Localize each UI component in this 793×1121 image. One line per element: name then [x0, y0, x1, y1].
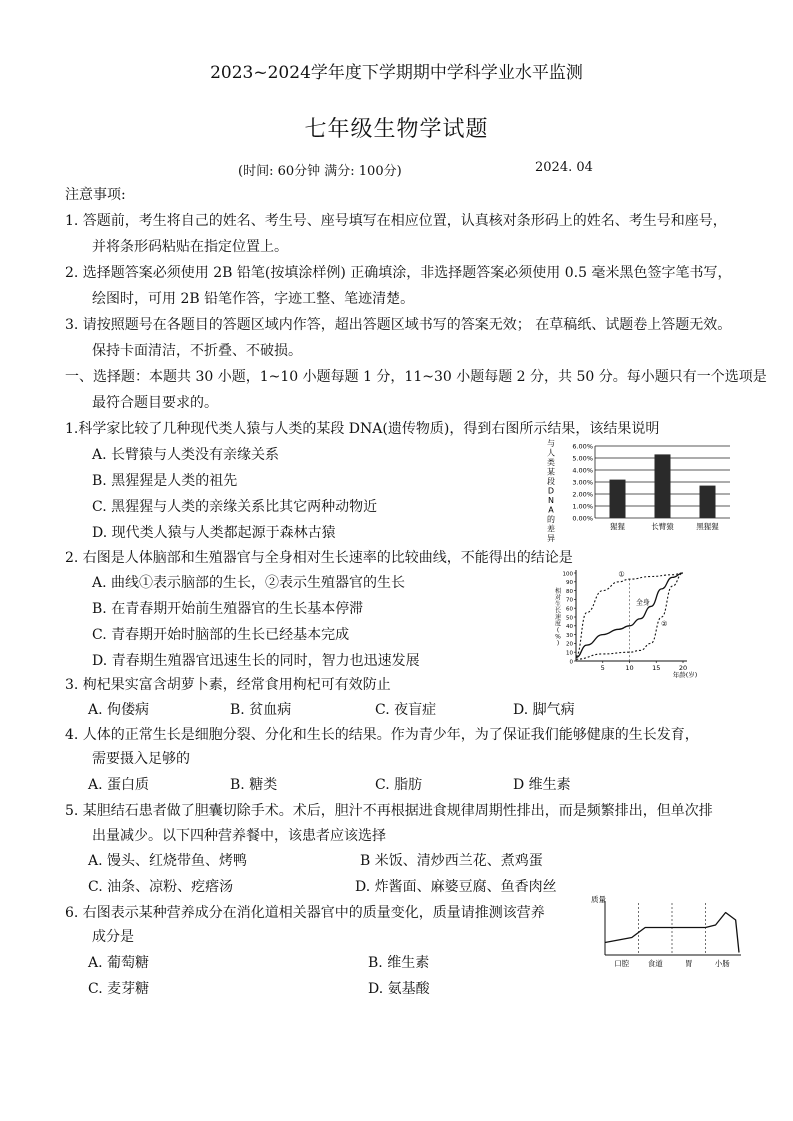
series-label: 全身 [635, 598, 650, 607]
y-tick-label: 20 [566, 641, 573, 648]
y-tick-label: 70 [566, 597, 573, 604]
x-tick-label: 小肠 [714, 959, 730, 968]
question-stem: 2. 右图是人体脑部和生殖器官与全身相对生长速率的比较曲线，不能得出的结论是 [65, 550, 573, 566]
note-item: 1. 答题前，考生将自己的姓名、考生号、座号填写在相应位置，认真核对条形码上的姓名、考生号和座号， [65, 213, 727, 229]
note-item: 3. 请按照题号在各题目的答题区域内作答，超出答题区域书写的答案无效； 在草稿纸、试题卷上答题无效。 [65, 317, 732, 333]
option-d: D 维生素 [513, 777, 571, 793]
y-tick-label: 100 [562, 571, 573, 578]
y-tick-label: 0 [569, 659, 573, 666]
exam-date: 2024. 04 [535, 160, 593, 175]
y-axis-label-char: 与 [547, 439, 555, 448]
question-stem: 1.科学家比较了几种现代类人猿与人类的某段 DNA(遗传物质)，得到右图所示结果，该结果说明 [65, 421, 660, 437]
y-axis-label-char: 类 [547, 458, 555, 467]
y-axis-label-char: 的 [547, 515, 555, 524]
option-d: D. 炸酱面、麻婆豆腐、鱼香肉丝 [355, 879, 557, 895]
note-item: 保持卡面清洁，不折叠、不破损。 [92, 343, 302, 359]
x-tick-label: 食道 [647, 959, 663, 968]
question-stem: 3. 枸杞果实富含胡萝卜素，经常食用枸杞可有效防止 [65, 677, 391, 693]
option-b: B. 糖类 [230, 777, 278, 793]
exam-subtitle: 2023~2024学年度下学期期中学科学业水平监测 [210, 63, 583, 83]
option-b: B. 贫血病 [230, 702, 292, 718]
note-item: 绘图时，可用 2B 铅笔作答，字迹工整、笔迹清楚。 [92, 291, 415, 307]
option-b: B 米饭、清炒西兰花、煮鸡蛋 [360, 853, 543, 869]
x-tick-label: 口腔 [614, 959, 630, 968]
option-a: A. 曲线①表示脑部的生长，②表示生殖器官的生长 [92, 575, 406, 591]
y-axis-label-char: 人 [547, 448, 555, 458]
y-axis-label-char: % [555, 633, 561, 641]
bar [655, 454, 671, 518]
y-tick-label: 1.00% [572, 502, 593, 511]
y-tick-label: 3.00% [572, 478, 593, 487]
bar [610, 480, 626, 518]
section-heading-cont: 最符合题目要求的。 [92, 395, 218, 411]
x-tick-label: 10 [625, 664, 634, 672]
y-tick-label: 2.00% [572, 490, 593, 499]
option-d: D. 氨基酸 [368, 981, 430, 997]
x-tick-label: 黑猩猩 [696, 522, 719, 531]
y-axis-label-char: 异 [547, 534, 555, 543]
question-stem-cont: 出量减少。以下四种营养餐中，该患者应该选择 [92, 828, 386, 844]
y-tick-label: 50 [566, 615, 573, 622]
x-tick-label: 长臂猿 [651, 522, 674, 531]
option-c: C. 麦芽糖 [88, 981, 150, 997]
y-tick-label: 0.00% [572, 514, 593, 523]
notes-heading: 注意事项: [65, 187, 126, 203]
y-axis-label: 质量 [591, 895, 606, 904]
y-tick-label: 10 [566, 650, 573, 657]
exam-time-info: (时间: 60分钟 满分: 100分) [238, 164, 402, 179]
question-stem-cont: 需要摄入足够的 [92, 751, 190, 767]
option-c: C. 黑猩猩与人类的亲缘关系比其它两种动物近 [92, 499, 378, 515]
y-axis-label-char: 相 [554, 588, 562, 595]
question-stem: 4. 人体的正常生长是细胞分裂、分化和生长的结果。作为青少年，为了保证我们能够健康的生长发育， [65, 727, 699, 743]
series-label: ② [661, 619, 668, 628]
option-a: A. 馒头、红烧带鱼、烤鸭 [88, 853, 248, 869]
nutrient-mass-chart [587, 893, 747, 975]
option-a: A. 长臂猿与人类没有亲缘关系 [92, 447, 280, 463]
y-axis-label-char: 生 [554, 601, 562, 608]
exam-title: 七年级生物学试题 [304, 117, 489, 142]
dna-difference-bar-chart [545, 438, 735, 543]
y-axis-label-char: 速 [554, 614, 562, 621]
option-a: A. 蛋白质 [88, 777, 150, 793]
option-c: C. 青春期开始时脑部的生长已经基本完成 [92, 627, 350, 643]
y-axis-label-char: 段 [547, 477, 555, 486]
y-tick-label: 30 [566, 632, 573, 639]
y-axis-label-char: ( [556, 627, 560, 634]
y-tick-label: 60 [566, 606, 573, 613]
question-stem: 6. 右图表示某种营养成分在消化道相关器官中的质量变化，质量请推测该营养 [65, 905, 545, 921]
y-tick-label: 90 [566, 580, 573, 587]
option-c: C. 脂肪 [375, 777, 423, 793]
y-tick-label: 40 [566, 624, 573, 631]
option-c: C. 夜盲症 [375, 702, 437, 718]
note-item: 2. 选择题答案必须使用 2B 铅笔(按填涂样例) 正确填涂，非选择题答案必须使用 0.5 毫米黑色签字笔书写， [65, 265, 732, 281]
series-label: ① [618, 570, 625, 579]
x-tick-label: 20 [678, 664, 688, 672]
bar [700, 486, 716, 518]
y-axis-label-char: 度 [554, 620, 562, 628]
x-tick-label: 5 [600, 664, 605, 672]
y-axis-label-char: 长 [554, 607, 562, 615]
x-tick-label: 猩猩 [610, 522, 625, 531]
y-axis-label-char: D [547, 486, 555, 496]
y-axis-label-char: N [548, 496, 554, 505]
option-b: B. 维生素 [368, 955, 430, 971]
y-axis-label-char: A [548, 505, 554, 515]
section-heading: 一、选择题：本题共 30 小题，1~10 小题每题 1 分，11~30 小题每题 2 分，共 50 分。每小题只有一个选项是 [65, 369, 767, 385]
y-axis-label-char: 对 [554, 594, 562, 602]
y-axis-label-char: ) [556, 640, 560, 647]
option-d: D. 现代类人猿与人类都起源于森林古猿 [92, 525, 336, 541]
option-d: D. 脚气病 [513, 702, 575, 718]
question-stem: 5. 某胆结石患者做了胆囊切除手术。术后，胆汁不再根据进食规律周期性排出，而是频繁排出，但单次排 [65, 803, 713, 819]
option-d: D. 青春期生殖器官迅速生长的同时，智力也迅速发展 [92, 653, 420, 669]
question-stem-cont: 成分是 [92, 929, 134, 945]
option-b: B. 黑猩猩是人类的祖先 [92, 473, 238, 489]
y-tick-label: 6.00% [572, 442, 593, 451]
note-item: 并将条形码粘贴在指定位置上。 [92, 239, 288, 255]
option-b: B. 在青春期开始前生殖器官的生长基本停滞 [92, 601, 364, 617]
x-axis-label: 年龄(岁) [672, 671, 698, 679]
option-a: A. 佝偻病 [88, 702, 150, 718]
option-a: A. 葡萄糖 [88, 955, 150, 971]
y-tick-label: 80 [566, 588, 573, 595]
y-axis-label-char: 某 [547, 467, 555, 477]
x-tick-label: 15 [652, 664, 661, 672]
option-c: C. 油条、凉粉、疙瘩汤 [88, 879, 234, 895]
growth-rate-curve-chart [548, 565, 718, 683]
y-tick-label: 4.00% [572, 466, 593, 475]
x-tick-label: 胃 [685, 959, 693, 968]
y-tick-label: 5.00% [572, 454, 593, 463]
y-axis-label-char: 差 [547, 524, 555, 534]
